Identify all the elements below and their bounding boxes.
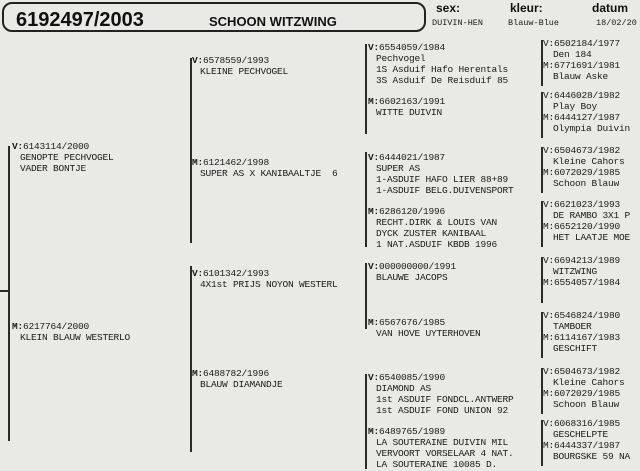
sire-ring: 6143114/2000 <box>23 141 90 152</box>
gen4-sire-ring: V:6068316/1985 <box>543 418 621 429</box>
grandparent-2-tag: V: <box>192 268 204 279</box>
grandparent-0-tag: V: <box>192 55 204 66</box>
gen4-sire-name: TAMBOER <box>553 321 592 332</box>
great-grandparent-3-ring: 6286120/1996 <box>379 206 446 217</box>
great-grandparent-0-ring: 6554059/1984 <box>379 42 446 53</box>
great-grandparent-7-line: VERVOORT VORSELAAR 4 NAT. <box>376 448 514 459</box>
great-grandparent-6-line: 1st ASDUIF FOND UNION 92 <box>376 405 509 416</box>
great-grandparent-4-line: BLAUWE JACOPS <box>376 272 448 283</box>
gen4-sire-ring: V:6621023/1993 <box>543 199 621 210</box>
dam-tag: M: <box>12 321 24 332</box>
sex-label: sex: <box>436 1 461 15</box>
grandparent-3-line: BLAUW DIAMANDJE <box>200 379 283 390</box>
great-grandparent-7-line: LA SOUTERAINE 10085 D. <box>376 459 498 470</box>
great-grandparent-7-line: LA SOUTERAINE DUIVIN MIL <box>376 437 509 448</box>
color-label: kleur: <box>510 1 543 15</box>
great-grandparent-0-tag: V: <box>368 42 380 53</box>
great-grandparent-2-tag: V: <box>368 152 380 163</box>
gen4-dam-ring: M:6072029/1985 <box>543 388 621 399</box>
great-grandparent-1-ring: 6602163/1991 <box>379 96 446 107</box>
gen4-dam-ring: M:6771691/1981 <box>543 60 621 71</box>
grandparent-3-tag: M: <box>192 368 204 379</box>
gen4-sire-name: WITZWING <box>553 266 598 277</box>
great-grandparent-0-line: 3S Asduif De Reisduif 85 <box>376 75 509 86</box>
gen4-sire-name: Play Boy <box>553 101 598 112</box>
great-grandparent-6-tag: V: <box>368 372 380 383</box>
gen4-dam-name: Schoon Blauw <box>553 399 620 410</box>
gen4-sire-name: DE RAMBO 3X1 P <box>553 210 631 221</box>
great-grandparent-6-ring: 6540085/1990 <box>379 372 446 383</box>
great-grandparent-3-line: 1 NAT.ASDUIF KBDB 1996 <box>376 239 498 250</box>
great-grandparent-4-ring: 000000000/1991 <box>379 261 457 272</box>
gen4-dam-name: HET LAATJE MOE <box>553 232 631 243</box>
gen4-dam-ring: M:6444127/1987 <box>543 112 621 123</box>
gen4-sire-name: GESCHELPTE <box>553 429 609 440</box>
great-grandparent-5-ring: 6567676/1985 <box>379 317 446 328</box>
great-grandparent-2-line: 1-ASDUIF BELG.DUIVENSPORT <box>376 185 514 196</box>
great-grandparent-1-line: WITTE DUIVIN <box>376 107 443 118</box>
bracket-gen1-stem <box>0 290 9 292</box>
gen4-sire-ring: V:6504673/1982 <box>543 145 621 156</box>
gen4-sire-ring: V:6502184/1977 <box>543 38 621 49</box>
bracket-gen1 <box>8 146 10 441</box>
gen4-sire-name: Kleine Cahors <box>553 156 625 167</box>
grandparent-2-ring: 6101342/1993 <box>203 268 270 279</box>
sire-tag: V: <box>12 141 24 152</box>
sex-value: DUIVIN-HEN <box>432 18 484 28</box>
bracket-gen2-top <box>190 58 192 243</box>
bracket-gen3-2 <box>365 263 367 329</box>
grandparent-3-ring: 6488782/1996 <box>203 368 270 379</box>
grandparent-0-ring: 6578559/1993 <box>203 55 270 66</box>
grandparent-0-line: KLEINE PECHVOGEL <box>200 66 289 77</box>
bracket-gen3-0 <box>365 44 367 134</box>
great-grandparent-6-line: 1st ASDUIF FONDCL.ANTWERP <box>376 394 514 405</box>
bracket-gen3-3 <box>365 374 367 469</box>
great-grandparent-3-line: DYCK ZUSTER KANIBAAL <box>376 228 487 239</box>
gen4-dam-ring: M:6444337/1987 <box>543 440 621 451</box>
great-grandparent-7-tag: M: <box>368 426 380 437</box>
gen4-dam-name: Schoon Blauw <box>553 178 620 189</box>
gen4-dam-name: GESCHIFT <box>553 343 598 354</box>
great-grandparent-2-ring: 6444021/1987 <box>379 152 446 163</box>
pigeon-ring-number: 6192497/2003 <box>16 9 144 31</box>
great-grandparent-3-line: RECHT.DIRK & LOUIS VAN <box>376 217 498 228</box>
grandparent-1-tag: M: <box>192 157 204 168</box>
gen4-sire-ring: V:6694213/1989 <box>543 255 621 266</box>
great-grandparent-5-tag: M: <box>368 317 380 328</box>
gen4-dam-name: Blauw Aske <box>553 71 609 82</box>
gen4-sire-ring: V:6446028/1982 <box>543 90 621 101</box>
gen4-dam-ring: M:6554057/1984 <box>543 277 621 288</box>
date-value: 18/02/20 <box>596 18 637 28</box>
gen4-sire-name: Kleine Cahors <box>553 377 625 388</box>
date-label: datum <box>592 1 628 15</box>
great-grandparent-5-line: VAN HOVE UYTERHOVEN <box>376 328 481 339</box>
pigeon-name: SCHOON WITZWING <box>209 14 337 29</box>
great-grandparent-4-tag: V: <box>368 261 380 272</box>
gen4-sire-name: Den 184 <box>553 49 592 60</box>
grandparent-2-line: 4X1st PRIJS NOYON WESTERL <box>200 279 338 290</box>
gen4-dam-ring: M:6652120/1990 <box>543 221 621 232</box>
great-grandparent-6-line: DIAMOND AS <box>376 383 432 394</box>
sire-line: VADER BONTJE <box>20 163 87 174</box>
gen4-dam-name: BOURGSKE 59 NA <box>553 451 631 462</box>
title-box <box>2 2 426 32</box>
great-grandparent-2-line: 1-ASDUIF HAFO LIER 88+89 <box>376 174 509 185</box>
grandparent-1-line: SUPER AS X KANIBAALTJE 6 <box>200 168 338 179</box>
gen4-dam-ring: M:6072029/1985 <box>543 167 621 178</box>
bracket-gen2-bottom <box>190 266 192 452</box>
great-grandparent-3-tag: M: <box>368 206 380 217</box>
grandparent-1-ring: 6121462/1998 <box>203 157 270 168</box>
dam-ring: 6217764/2000 <box>23 321 90 332</box>
great-grandparent-0-line: 1S Asduif Hafo Herentals <box>376 64 509 75</box>
great-grandparent-2-line: SUPER AS <box>376 163 421 174</box>
bracket-gen3-1 <box>365 152 367 247</box>
dam-line: KLEIN BLAUW WESTERLO <box>20 332 131 343</box>
gen4-dam-name: Olympia Duivin <box>553 123 631 134</box>
gen4-sire-ring: V:6504673/1982 <box>543 366 621 377</box>
gen4-sire-ring: V:6546824/1980 <box>543 310 621 321</box>
sire-line: GENOPTE PECHVOGEL <box>20 152 114 163</box>
color-value: Blauw-Blue <box>508 18 560 28</box>
great-grandparent-0-line: Pechvogel <box>376 53 426 64</box>
gen4-dam-ring: M:6114167/1983 <box>543 332 621 343</box>
great-grandparent-7-ring: 6489765/1989 <box>379 426 446 437</box>
great-grandparent-1-tag: M: <box>368 96 380 107</box>
